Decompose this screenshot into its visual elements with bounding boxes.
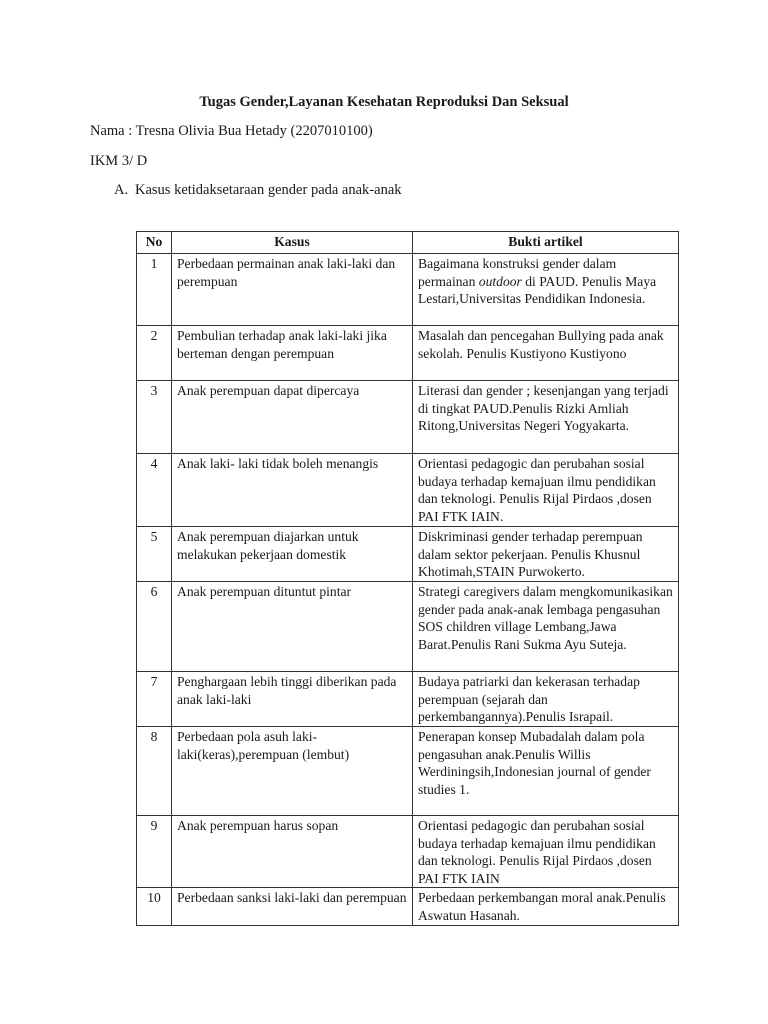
bukti-italic-text: outdoor	[478, 273, 522, 289]
row-bukti: Diskriminasi gender terhadap perempuan dalam sektor pekerjaan. Penulis Khusnul Khotimah,STAIN Purwokerto.	[413, 527, 679, 582]
row-kasus: Penghargaan lebih tinggi diberikan pada anak laki-laki	[172, 672, 413, 727]
document-title: Tugas Gender,Layanan Kesehatan Reproduksi Dan Seksual	[199, 94, 569, 110]
row-kasus: Perbedaan sanksi laki-laki dan perempuan	[172, 888, 413, 926]
table-row	[137, 454, 679, 527]
row-number: 7	[137, 672, 172, 727]
row-bukti	[413, 254, 679, 326]
row-number: 2	[137, 326, 172, 381]
row-bukti: Perbedaan perkembangan moral anak.Penulis Aswatun Hasanah.	[413, 888, 679, 926]
row-kasus: Pembulian terhadap anak laki-laki jika berteman dengan perempuan	[172, 326, 413, 381]
row-number: 10	[137, 888, 172, 926]
row-bukti: Orientasi pedagogic dan perubahan sosial budaya terhadap kemajuan ilmu pendidikan dan teknologi. Penulis Rijal Pirdaos ,dosen PAI FTK IAIN.	[413, 454, 679, 527]
row-bukti: Strategi caregivers dalam mengkomunikasikan gender pada anak-anak lembaga pengasuhan SOS children village Lembang,Jawa Barat.Penulis Rani Sukma Ayu Suteja.	[413, 582, 679, 672]
row-kasus: Perbedaan pola asuh laki-laki(keras),perempuan (lembut)	[172, 727, 413, 816]
row-number: 3	[137, 381, 172, 454]
table-header-row	[137, 232, 679, 254]
section-letter: A.	[114, 182, 129, 198]
table-row	[137, 727, 679, 816]
header-no: No	[137, 232, 172, 254]
table-row	[137, 326, 679, 381]
table-row	[137, 816, 679, 888]
row-number: 8	[137, 727, 172, 816]
bukti-text: Bagaimana konstruksi gender dalam permainan	[418, 256, 617, 289]
row-kasus: Anak laki- laki tidak boleh menangis	[172, 454, 413, 527]
section-title: Kasus ketidaksetaraan gender pada anak-anak	[135, 182, 402, 198]
table-row	[137, 527, 679, 582]
row-kasus: Anak perempuan diajarkan untuk melakukan pekerjaan domestik	[172, 527, 413, 582]
table-row	[137, 582, 679, 672]
row-bukti: Masalah dan pencegahan Bullying pada anak sekolah. Penulis Kustiyono Kustiyono	[413, 326, 679, 381]
row-bukti: Budaya patriarki dan kekerasan terhadap perempuan (sejarah dan perkembangannya).Penulis Israpail.	[413, 672, 679, 727]
class-line: IKM 3/ D	[90, 153, 148, 169]
table-row	[137, 888, 679, 926]
header-bukti: Bukti artikel	[413, 232, 679, 254]
row-kasus: Anak perempuan harus sopan	[172, 816, 413, 888]
header-kasus: Kasus	[172, 232, 413, 254]
table-row	[137, 254, 679, 326]
cases-table	[136, 231, 679, 926]
row-bukti: Orientasi pedagogic dan perubahan sosial budaya terhadap kemajuan ilmu pendidikan dan teknologi. Penulis Rijal Pirdaos ,dosen PAI FTK IAIN	[413, 816, 679, 888]
row-number: 5	[137, 527, 172, 582]
row-kasus: Perbedaan permainan anak laki-laki dan perempuan	[172, 254, 413, 326]
row-kasus: Anak perempuan dapat dipercaya	[172, 381, 413, 454]
row-number: 4	[137, 454, 172, 527]
student-name-line: Nama : Tresna Olivia Bua Hetady (2207010100)	[90, 123, 373, 139]
row-number: 1	[137, 254, 172, 326]
bukti-text: di PAUD. Penulis Maya Lestari,Universitas Pendidikan Indonesia.	[418, 273, 657, 307]
row-kasus: Anak perempuan dituntut pintar	[172, 582, 413, 672]
row-bukti: Penerapan konsep Mubadalah dalam pola pengasuhan anak.Penulis Willis Werdiningsih,Indonesian journal of gender studies 1.	[413, 727, 679, 816]
row-number: 6	[137, 582, 172, 672]
section-heading	[114, 182, 402, 199]
table-row	[137, 381, 679, 454]
row-number: 9	[137, 816, 172, 888]
table-row	[137, 672, 679, 727]
row-bukti: Literasi dan gender ; kesenjangan yang terjadi di tingkat PAUD.Penulis Rizki Amliah Ritong,Universitas Negeri Yogyakarta.	[413, 381, 679, 454]
